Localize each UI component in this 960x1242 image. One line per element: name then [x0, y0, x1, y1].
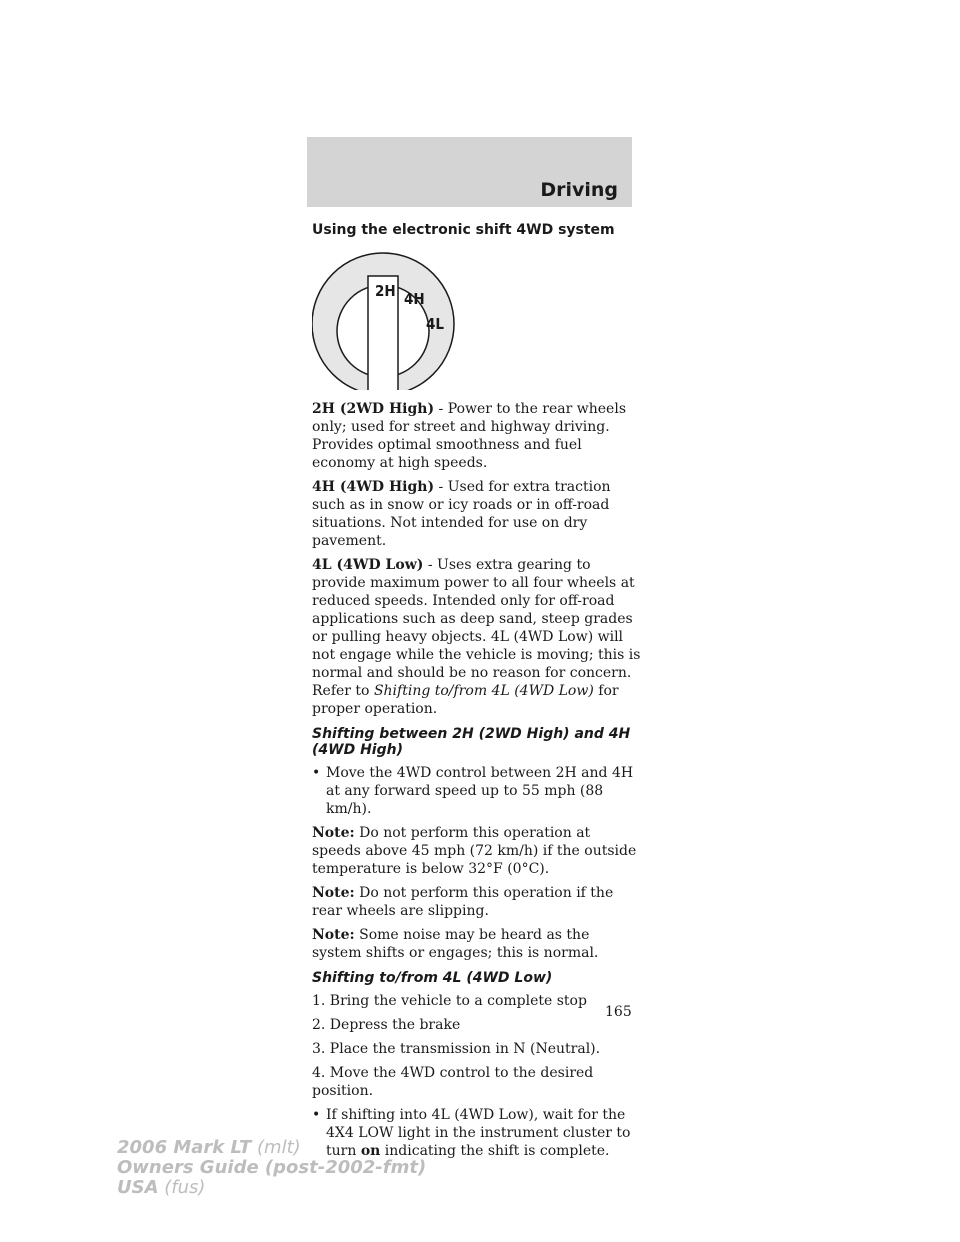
mode-4h-paragraph	[312, 478, 642, 550]
document-footer	[117, 1138, 426, 1198]
mode-4l-text: - Uses extra gearing to provide maximum power to all four wheels at reduced speeds. Intended only for off-road applications such as deep sand, steep grades or pulling heavy objects. 4L (4WD Low) will not engage while the vehicle is moving; this is normal and should be no reason for concern. Refer to	[312, 557, 641, 699]
shifting-4l-reference: Shifting to/from 4L (4WD Low)	[373, 683, 594, 699]
step-item: 3. Place the transmission in N (Neutral).	[312, 1041, 601, 1057]
step-item: 2. Depress the brake	[312, 1017, 461, 1033]
footer-line-2: Owners Guide (post-2002-fmt)	[117, 1157, 427, 1178]
bullet-icon: •	[312, 1107, 321, 1123]
4wd-control-dial-illustration	[312, 248, 642, 390]
note-text: Do not perform this operation at speeds above 45 mph (72 km/h) if the outside temperature is below 32°F (0°C).	[312, 825, 637, 877]
note-text: Some noise may be heard as the system shifts or engages; this is normal.	[312, 927, 599, 961]
mode-4h-text: - Used for extra traction such as in snow or icy roads or in off-road situations. Not intended for use on dry pavement.	[312, 479, 611, 549]
note-paragraph	[312, 884, 642, 920]
section-title: Using the electronic shift 4WD system	[312, 222, 615, 238]
bullet-icon: •	[312, 765, 321, 781]
footer-region: USA	[117, 1177, 159, 1198]
shift-4l-title: Shifting to/from 4L (4WD Low)	[312, 970, 553, 986]
dial-label-2h: 2H	[375, 282, 396, 300]
step-item: 1. Bring the vehicle to a complete stop	[312, 993, 587, 1009]
shift-2h-4h-bullet	[312, 764, 642, 818]
mode-4h-term: 4H (4WD High)	[312, 479, 435, 495]
note-paragraph	[312, 926, 642, 962]
section-header-title: Driving	[540, 179, 618, 201]
note-label: Note:	[312, 825, 355, 841]
footer-line-3	[117, 1178, 426, 1198]
step-item: 4. Move the 4WD control to the desired position.	[312, 1065, 594, 1099]
mode-4l-term: 4L (4WD Low)	[312, 557, 424, 573]
mode-2h-text: - Power to the rear wheels only; used for street and highway driving. Provides optimal smoothness and fuel economy at high speeds.	[312, 401, 626, 471]
page-number: 165	[605, 1004, 632, 1020]
dial-label-4h: 4H	[404, 290, 425, 308]
footer-model-code: (mlt)	[251, 1137, 301, 1158]
footer-model: 2006 Mark LT	[117, 1137, 252, 1158]
mode-2h-term: 2H (2WD High)	[312, 401, 435, 417]
header-band	[307, 137, 632, 207]
mode-4l-text-after: for proper operation.	[312, 683, 619, 717]
mode-4l-paragraph	[312, 556, 642, 718]
4wd-dial-icon	[312, 248, 642, 390]
footer-line-1	[117, 1138, 426, 1158]
note-label: Note:	[312, 885, 355, 901]
page-content	[312, 222, 642, 1166]
mode-2h-paragraph	[312, 400, 642, 472]
note-text: Do not perform this operation if the rear wheels are slipping.	[312, 885, 614, 919]
note-paragraph	[312, 824, 642, 878]
shift-2h-4h-title: Shifting between 2H (2WD High) and 4H (4WD High)	[312, 726, 631, 758]
dial-label-4l: 4L	[426, 315, 444, 333]
shift-2h-4h-bullet-text: Move the 4WD control between 2H and 4H at any forward speed up to 55 mph (88 km/h).	[326, 765, 634, 817]
shift-4l-bullet-after: indicating the shift is complete.	[380, 1143, 610, 1159]
footer-region-code: (fus)	[158, 1177, 206, 1198]
note-label: Note:	[312, 927, 355, 943]
shift-4l-bullet-before: If shifting into 4L (4WD Low), wait for the 4X4 LOW light in the instrument cluster to turn	[326, 1107, 631, 1159]
shift-4l-bullet-bold: on	[360, 1143, 381, 1159]
